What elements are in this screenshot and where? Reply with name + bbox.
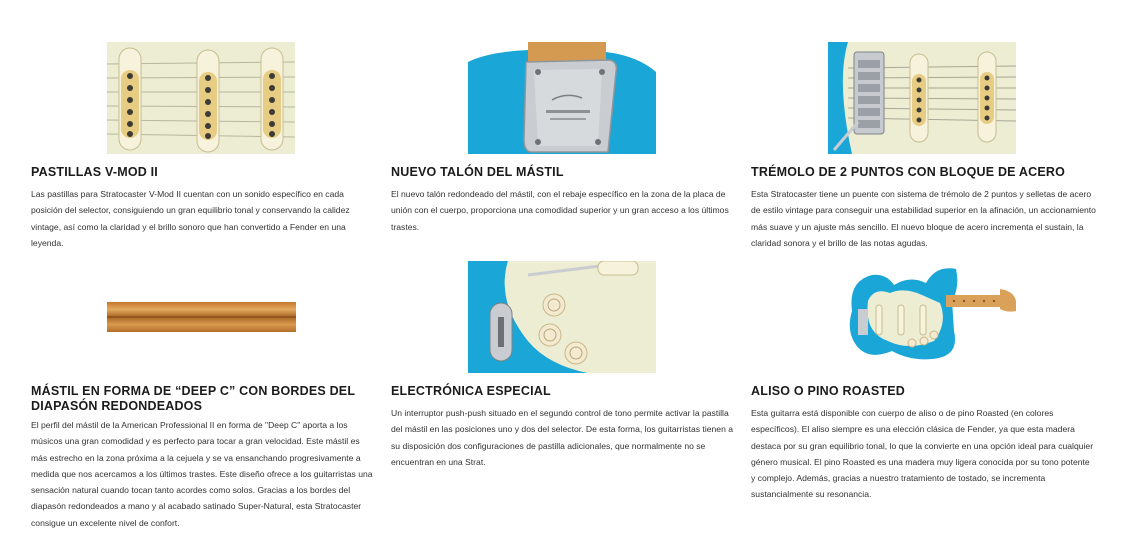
neck-profile-image bbox=[107, 302, 296, 332]
neck-heel-image bbox=[468, 42, 656, 154]
feature-title: PASTILLAS V-MOD II bbox=[31, 165, 158, 179]
feature-description: Un interruptor push-push situado en el segundo control de tono permite activar la pastilla del mástil en las posiciones uno y dos del selector. De esta forma, los guitarristas tienen a su disposición dos configuraciones de pastilla adicionales, que normalmente no se encuentran en una Strat. bbox=[391, 408, 734, 467]
electronics-image bbox=[468, 261, 656, 373]
feature-title: ELECTRÓNICA ESPECIAL bbox=[391, 384, 551, 398]
feature-title: ALISO O PINO ROASTED bbox=[751, 384, 906, 398]
feature-description: Las pastillas para Stratocaster V-Mod II cuentan con un sonido específico en cada posición del selector, consiguiendo un gran equilibrio tonal y conservando la calidez vintage, así como la claridad y el brillo sonoro que han convertido a Fender en una leyenda. bbox=[31, 189, 350, 248]
feature-description: El perfil del mástil de la American Professional II en forma de "Deep C" aporta a los músicos una gran comodidad y es perfecto para tocar a gran velocidad. Este mástil es más estrecho en la zona próxima a la cejuela y se va ensanchando progresivamente a medida que nos acercamos a los últimos trastes. Este diseño ofrece a los guitarristas una sensación natural cuando tocan tanto acordes como solos. Gracias a los bordes del diapasón redondeados a mano y al acabado satinado Super-Natural, esta Stratocaster consigue un excelente nivel de confort. bbox=[31, 420, 373, 528]
tremolo-image bbox=[828, 42, 1016, 154]
feature-description: Esta Stratocaster tiene un puente con sistema de trémolo de 2 puntos y selletas de acero de estilo vintage para conseguir una estabilidad superior en la afinación, un accionamiento más suave y un ajuste más sencillo. El nuevo bloque de acero incrementa el sustain, la claridad sonora y el brillo de las notas agudas. bbox=[751, 189, 1096, 248]
pickups-image bbox=[107, 42, 295, 154]
feature-title: NUEVO TALÓN DEL MÁSTIL bbox=[391, 165, 564, 179]
full-guitar-image bbox=[828, 261, 1016, 373]
feature-title: MÁSTIL EN FORMA DE “DEEP C” CON BORDES DEL DIAPASÓN REDONDEADOS bbox=[31, 384, 355, 413]
feature-title: TRÉMOLO DE 2 PUNTOS CON BLOQUE DE ACERO bbox=[751, 165, 1066, 179]
feature-description: El nuevo talón redondeado del mástil, con el rebaje específico en la zona de la placa de unión con el cuerpo, proporciona una comodidad superior y un gran acceso a los últimos trastes. bbox=[391, 189, 729, 232]
feature-description: Esta guitarra está disponible con cuerpo de aliso o de pino Roasted (en colores específicos). El aliso siempre es una elección clásica de Fender, ya que esta madera destaca por su gran equilibrio tonal, lo que la convierte en una opción ideal para cualquier género musical. El pino Roasted es una madera muy ligera conocida por su tono potente y complejo. Además, gracias a nuestro tratamiento de tostado, se incrementa sustancialmente su resonancia. bbox=[751, 408, 1094, 500]
